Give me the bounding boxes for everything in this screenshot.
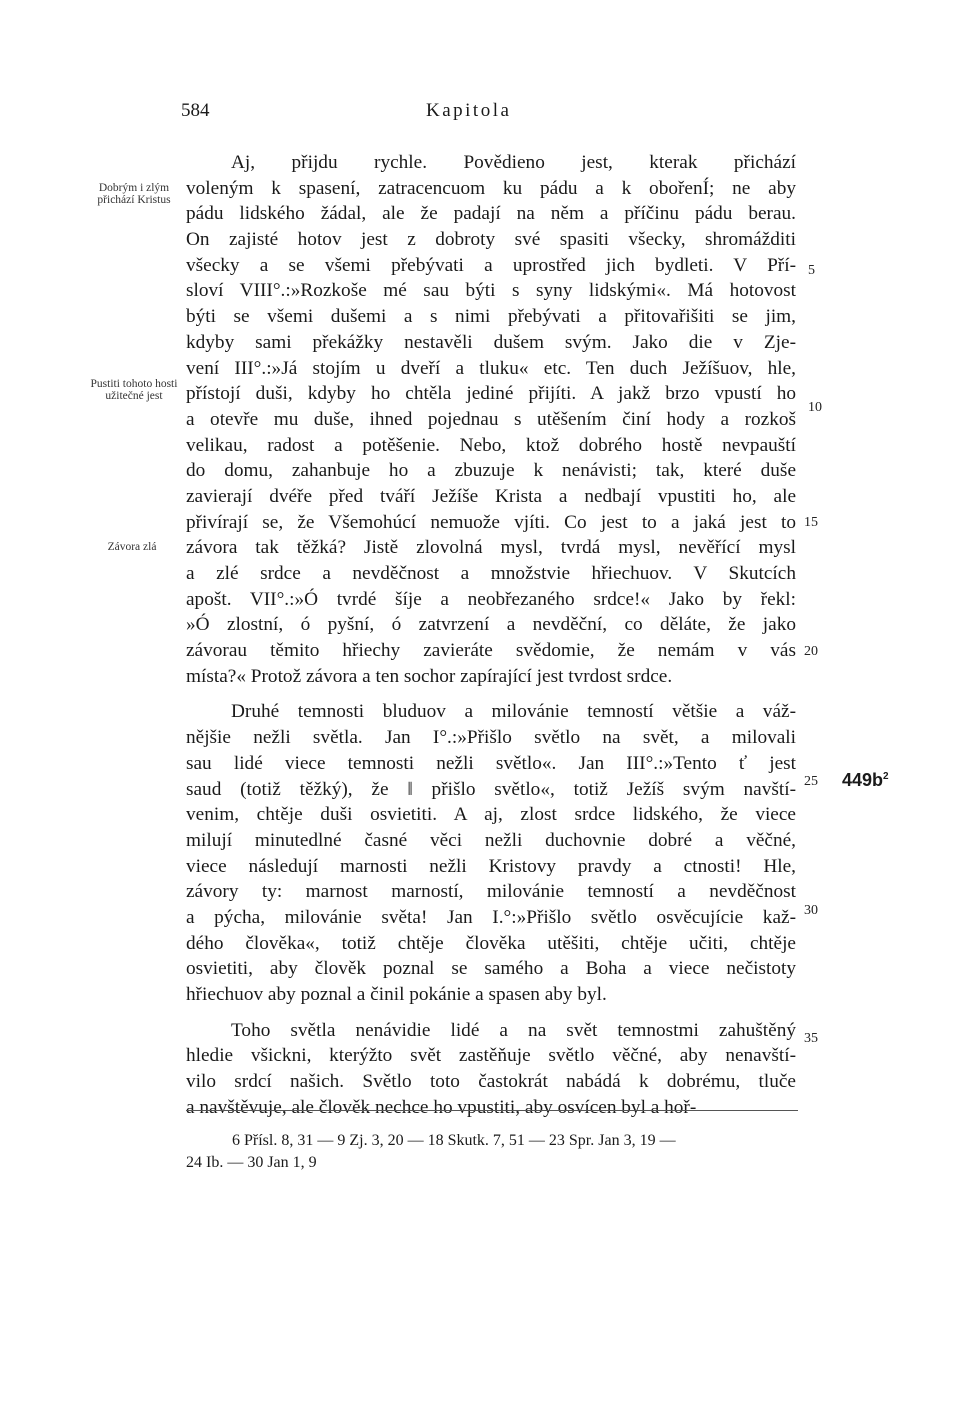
line-number: 15 (804, 515, 818, 530)
text-line: místa?« Protož závora a ten sochor zapírající jest tvrdost srdce. (186, 665, 673, 687)
text-line: »Ó zlostní, ó pyšní, ó zatvrzení a nevděční, co děláte, že jako (186, 614, 796, 636)
text-line: a otevře mu duše, ihned pojednau s utěšením činí hody a rozkoš (186, 408, 796, 430)
text-line: hřiechuov aby poznal a činil pokánie a spasen aby byl. (186, 984, 607, 1005)
text-line: Druhé temnosti bluduov a milovánie temností většie a váž- (231, 701, 796, 723)
text-line: hledie všickni, kterýžto svět zastěňuje světlo věčné, aby nenavští- (186, 1045, 796, 1067)
text-line: do domu, zahanbuje ho a zbuzuje k nenávisti; tak, které duše (186, 460, 796, 482)
margin-note: Závora zlá (107, 541, 157, 553)
text-line: osvietiti, aby člověk poznal se samého a Boha a viece nečistoty (186, 958, 796, 980)
text-line: sau lidé viece temnosti nežli světlo«. Jan III°.:»Tento ť jest (186, 752, 796, 774)
text-line: apošt. VII°.:»Ó tvrdé šíje a neobřezaného srdce!« Jako by řekl: (186, 588, 796, 610)
text-line: vilo srdcí našich. Světlo toto častokrát nabádá k dobrému, tluče (186, 1071, 796, 1093)
text-line: závorau těmito hřiechy zavieráte svědomie, že nemám v vás (186, 640, 796, 662)
folio-marker: $449b^2$ (842, 770, 889, 790)
text-line: Aj, přijdu rychle. Povědieno jest, kterak přichází (231, 152, 796, 173)
text-line: zavierají dvéře před tváří Ježíše Krista a nedbají vpustiti ho, ale (186, 485, 796, 507)
text-line: závory ty: marnost marností, milovánie temností a nevděčnost (186, 881, 796, 903)
margin-note: Dobrým i zlým přichází Kristus (97, 182, 171, 206)
paragraph (186, 1018, 796, 1121)
text-line: Toho světla nenávidie lidé a na svět temnostmi zahuštěný (231, 1019, 796, 1041)
text-line: voleným k spasení, zatracencuom ku pádu a k obořenÍ; ne aby (186, 177, 796, 199)
text-line: a navštěvuje, ale člověk nechce ho vpustiti, aby osvícen byl a hoř- (186, 1096, 697, 1118)
margin-note: Pustiti tohoto hosti užitečné jest (90, 378, 178, 402)
paragraph-gap (186, 1008, 796, 1018)
line-number: 20 (804, 644, 818, 659)
footnote-line: 24 Ib. — 30 Jan 1, 9 (186, 1154, 317, 1171)
text-line: saud (totiž těžký), že ‖ přišlo světlo«, totiž Ježíš svým navští- (186, 778, 796, 800)
text-line: viece následují marnosti nežli Kristovy pravdy a ctnosti! Hle, (186, 855, 796, 877)
text-line: a pýcha, milovánie světa! Jan I.°:»Přišlo světlo osvěcujície kaž- (186, 906, 796, 928)
text-line: pádu lidského žádal, ale že padají na něm a příčinu pádu berau. (186, 203, 796, 225)
text-line: býti se všemi dušemi a s nimi přebývati a přitovařišiti se jim, (186, 306, 796, 328)
text-line: nějšie nežli světla. Jan I°.:»Přišlo světlo na svět, a milovali (186, 727, 796, 749)
footnotes (186, 1130, 802, 1174)
paragraph (186, 150, 796, 689)
text-line: sloví VIII°.:»Rozkoše mé sau býti s syny lidskými«. Má hotovost (186, 280, 796, 302)
line-number: 25 (804, 774, 818, 789)
text-line: závora tak těžká? Jistě zlovolná mysl, tvrdá mysl, nevěřící mysl (186, 537, 796, 559)
text-line: a zlé srdce a nevděčnost a množstvie hřiechuov. V Skutcích (186, 563, 796, 584)
text-line: milují minutedlné časné věci nežli duchovnie dobré a věčné, (186, 829, 796, 851)
text-line: velikau, radost a potěšenie. Nebo, ktož dobrého hostě nevpauští (186, 434, 796, 456)
paragraph-gap (186, 689, 796, 699)
text-line: dého člověka«, totiž chtěje člověka utěšiti, chtěje učiti, chtěje (186, 932, 796, 954)
text-line: všecky a se všemi přebývati a uprostřed jich bydleti. V Pří- (186, 254, 796, 276)
footnote-line: 6 Přísl. 8, 31 — 9 Zj. 3, 20 — 18 Skutk. 7, 51 — 23 Spr. Jan 3, 19 — (232, 1132, 676, 1149)
line-number: 5 (808, 263, 815, 278)
main-text (186, 150, 796, 1120)
line-number: 10 (808, 400, 822, 415)
text-line: kdyby sami překážky nestavěli dušem svým. Jako die v Zje- (186, 331, 796, 353)
text-line: přivírají se, že Všemohúcí nemuože vjíti. Co jest to a jaká jest to (186, 511, 796, 533)
page-number: 584 (181, 100, 210, 121)
text-line: On zajisté hotov jest z dobroty své spasiti všecky, shromážditi (186, 229, 796, 251)
text-line: venim, chtěje duši osvietiti. A aj, zlost srdce lidského, že viece (186, 804, 796, 826)
line-number: 35 (804, 1031, 818, 1046)
line-number: 30 (804, 903, 818, 918)
paragraph (186, 699, 796, 1007)
text-line: vení III°.:»Já stojím u dveří a tluku« etc. Ten duch Ježíšuov, hle, (186, 357, 796, 379)
text-line: přístojí duši, kdyby ho chtěla jediné přijíti. A jakž brzo vpustí ho (186, 383, 796, 405)
running-title: Kapitola (426, 100, 512, 121)
footnote-rule (186, 1110, 798, 1111)
